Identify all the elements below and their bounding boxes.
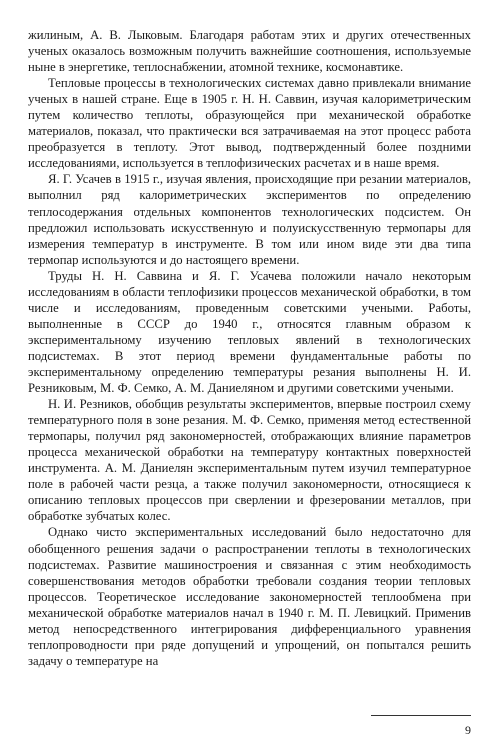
- paragraph: Однако чисто экспериментальных исследований было недостаточно для обобщенного решения задачи о распространении теплоты в технологических подсистемах. Развитие машиностроения и связанная с этим необходимость совершенствования методов обработки требовали создания теории тепловых процессов. Теоретическое исследование закономерностей теплообмена при механической обработке материалов начал в 1940 г. М. П. Левицкий. Применив метод непосредственного интегрирования дифференциального уравнения теплопроводности при ряде допущений и упрощений, он попытался решить задачу о температуре на: [28, 525, 471, 668]
- page-body: [28, 27, 471, 669]
- footer-rule: [371, 715, 471, 716]
- paragraph: Тепловые процессы в технологических системах давно привлекали внимание ученых в нашей стране. Еще в 1905 г. Н. Н. Саввин, изучая калориметрическим путем количество теплоты, образующейся при механической обработке материалов, показал, что практически вся затрачиваемая на этот процесс работа преобразуется в теплоту. Этот вывод, подтвержденный более поздними исследованиями, используется в теплофизических расчетах и в наше время.: [28, 76, 471, 171]
- paragraph: Н. И. Резников, обобщив результаты экспериментов, впервые построил схему температурного поля в зоне резания. М. Ф. Семко, применяя метод естественной термопары, получил ряд закономерностей, отображающих влияние параметров процесса механической обработки на температуру контактных поверхностей инструмента. А. М. Даниелян экспериментальным путем изучил температурное поле в рабочей части резца, а также получил закономерности, относящиеся к описанию тепловых процессов при сверлении и фрезеровании металлов, при обработке зубчатых колес.: [28, 397, 471, 524]
- page-number: 9: [465, 723, 471, 737]
- paragraph: Труды Н. Н. Саввина и Я. Г. Усачева положили начало некоторым исследованиям в области теплофизики процессов механической обработки, в том числе и исследованиям, проведенным советскими учеными. Работы, выполненные в СССР до 1940 г., относятся главным образом к экспериментальному изучению тепловых явлений в технологических подсистемах. В этот период времени фундаментальные работы по экспериментальному определению температуры резания выполнены Н. И. Резниковым, М. Ф. Семко, А. М. Даниеляном и другими советскими учеными.: [28, 268, 471, 396]
- paragraph: жилиным, А. В. Лыковым. Благодаря работам этих и других отечественных ученых оказалось возможным получить важнейшие соотношения, используемые ныне в энергетике, теплоснабжении, атомной технике, космонавтике.: [28, 28, 471, 75]
- paragraph: Я. Г. Усачев в 1915 г., изучая явления, происходящие при резании материалов, выполнил ряд калориметрических экспериментов по определению теплосодержания отдельных компонентов технологических подсистем. Он предложил использовать искусственную и полуискусственную термопары для измерения температур в инструменте. В том или ином виде эти два типа термопар используются и до настоящего времени.: [28, 172, 471, 267]
